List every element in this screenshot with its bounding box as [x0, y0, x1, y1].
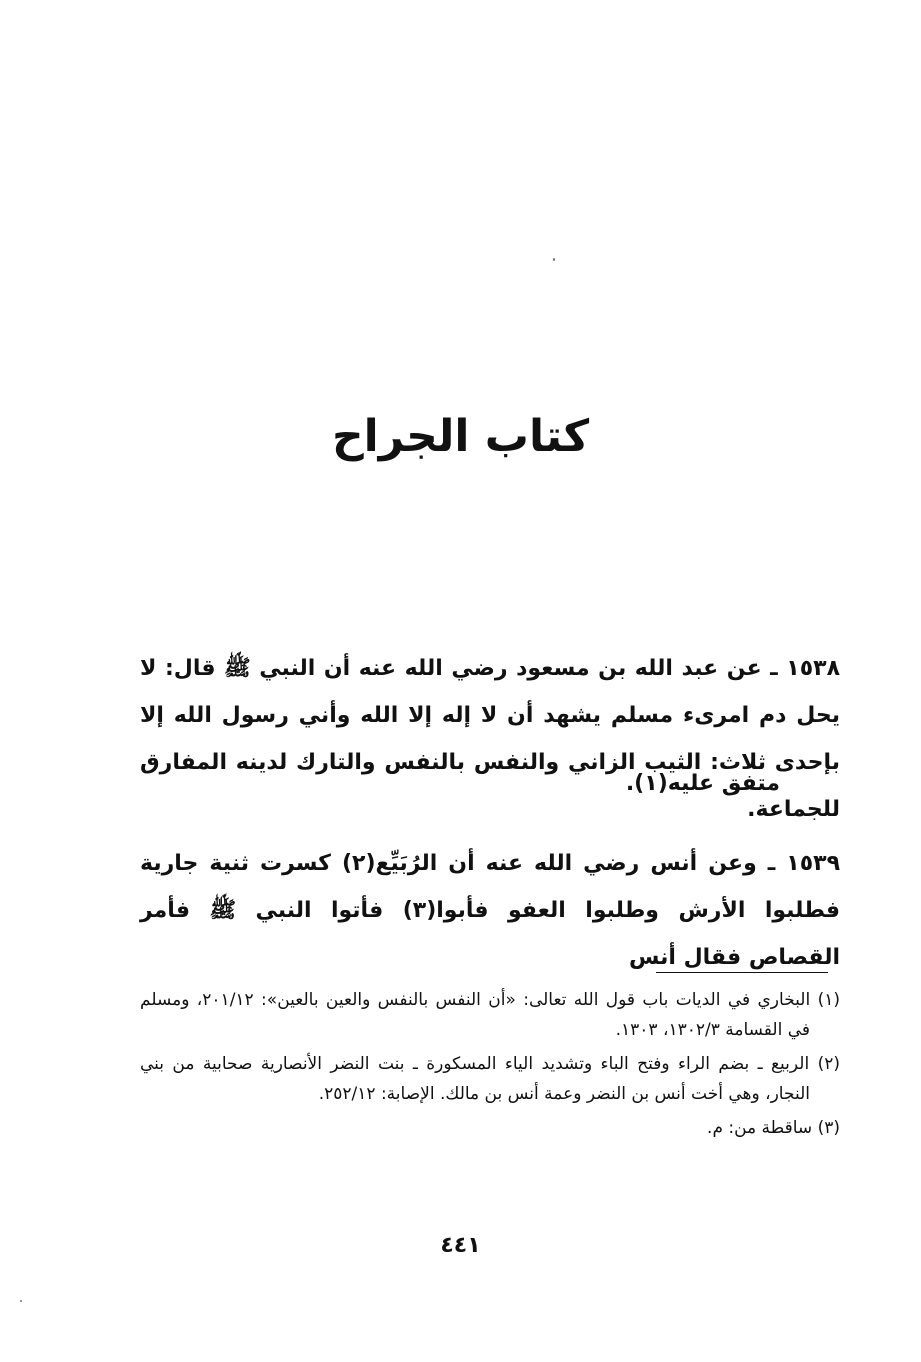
page-number: ٤٤١: [440, 1233, 481, 1258]
chapter-title: كتاب الجراح: [331, 411, 590, 463]
hadith-1538-source: [140, 760, 840, 807]
scan-speck: [20, 1300, 22, 1302]
hadith-1539-text: ١٥٣٩ ـ وعن أنس رضي الله عنه أن الرُبَيِّع(٢) كسرت ثنية جارية فطلبوا الأرش وطلبوا العفو فأبوا(٣) فأتوا النبي ﷺ فأمر القصاص فقال أنس: [140, 851, 841, 970]
footnotes: [140, 985, 840, 1147]
scan-speck: [553, 258, 555, 261]
footnote-2: (٢) الربيع ـ بضم الراء وفتح الباء وتشديد الياء المسكورة ـ بنت النضر الأنصارية صحابية من بني النجار، وهي أخت أنس بن النضر وعمة أنس بن مالك. الإصابة: ٢٥٢/١٢.: [140, 1054, 840, 1104]
footnote-1: (١) البخاري في الديات باب قول الله تعالى: «أن النفس بالنفس والعين بالعين»: ٢٠١/١٢، ومسلم في القسامة ١٣٠٢/٣، ١٣٠٣.: [140, 990, 840, 1040]
agreed-upon-note: متفق عليه(١).: [625, 771, 780, 796]
hadith-1539: [140, 840, 840, 981]
hadith-1538-text: ١٥٣٨ ـ عن عبد الله بن مسعود رضي الله عنه أن النبي ﷺ قال: لا يحل دم امرىء مسلم يشهد أن لا إله إلا الله وأني رسول الله إلا بإحدى ثلاث: الثيب الزاني والنفس بالنفس والتارك لدينه المفارق للجماعة.: [140, 656, 840, 822]
footnote-3: (٣) ساقطة من: م.: [707, 1118, 840, 1138]
footnote-separator: [656, 972, 828, 973]
